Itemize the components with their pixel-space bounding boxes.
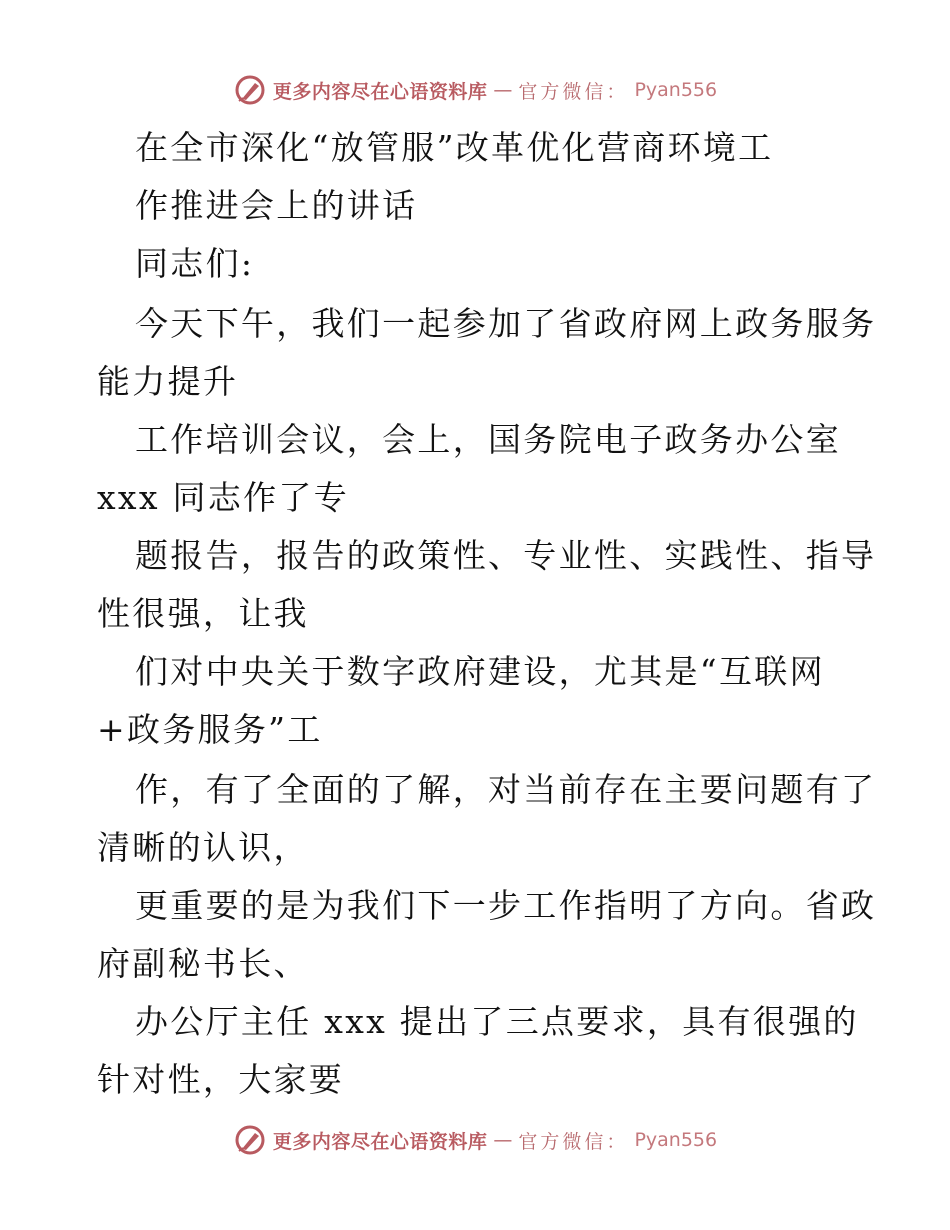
paragraph-line: 能力提升 [97,362,239,401]
watermark-wechat-id: Pyan556 [634,1129,718,1151]
paragraph-line: 府副秘书长、 [97,944,309,983]
quill-pen-logo-icon [233,1123,267,1157]
footer-watermark [0,1120,950,1160]
watermark-sub-text: 官方微信： [518,1130,629,1153]
salutation: 同志们: [135,244,255,283]
header-watermark [0,70,950,110]
paragraph-line: xxx 同志作了专 [97,478,350,517]
paragraph-line: +政务服务”工 [97,710,323,749]
watermark-sub-text: 官方微信： [518,80,629,103]
paragraph-line: 们对中央关于数字政府建设，尤其是“互联网 [135,652,825,691]
watermark-main-text: 更多内容尽在心语资料库 [272,80,488,103]
quill-pen-logo-icon [233,73,267,107]
paragraph-line: 针对性，大家要 [97,1060,345,1099]
paragraph-line: 清晰的认识， [97,828,309,867]
watermark-wechat-id: Pyan556 [634,79,718,101]
document-title-line-2: 作推进会上的讲话 [135,186,418,225]
watermark-dash: — [493,1129,513,1151]
paragraph-line: 办公厅主任 xxx 提出了三点要求，具有很强的 [135,1002,859,1041]
paragraph-line: 更重要的是为我们下一步工作指明了方向。省政 [135,886,877,925]
paragraph-line: 题报告，报告的政策性、专业性、实践性、指导 [135,536,877,575]
watermark-dash: — [493,79,513,101]
watermark-main-text: 更多内容尽在心语资料库 [272,1130,488,1153]
paragraph-line: 性很强，让我 [97,594,309,633]
paragraph-line: 今天下午，我们一起参加了省政府网上政务服务 [135,304,877,343]
paragraph-line: 工作培训会议，会上，国务院电子政务办公室 [135,420,841,459]
paragraph-line: 作，有了全面的了解，对当前存在主要问题有了 [135,770,877,809]
document-title-line-1: 在全市深化“放管服”改革优化营商环境工 [135,128,774,167]
